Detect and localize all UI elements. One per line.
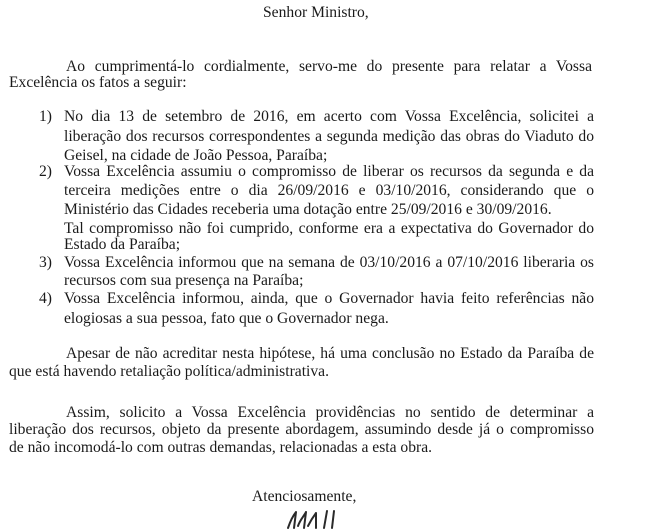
item-4-line-2: elogiosas a sua pessoa, fato que o Governador nega. [64, 310, 389, 327]
intro-line-1: Ao cumprimentá-lo cordialmente, servo-me do presente para relatar a Vossa [66, 58, 592, 75]
item-3-line-2: recursos com sua presença na Paraíba; [64, 272, 304, 289]
item-2-line-1: Vossa Excelência assumiu o compromisso de liberar os recursos da segunda e da [64, 163, 594, 180]
closing: Atenciosamente, [252, 488, 357, 505]
paragraph-2-line-1: Apesar de não acreditar nesta hipótese, há uma conclusão no Estado da Paraíba de [66, 345, 594, 362]
item-1-line-1: No dia 13 de setembro de 2016, em acerto com Vossa Excelência, solicitei a [64, 108, 594, 125]
item-1-line-3: Geisel, na cidade de João Pessoa, Paraíba; [64, 147, 328, 164]
signature-mark [286, 508, 358, 531]
paragraph-3-line-3: de não incomodá-lo com outras demandas, relacionadas a esta obra. [9, 439, 433, 456]
paragraph-3-line-2: liberação dos recursos, objeto da presente abordagem, assumindo desde já o compromisso [9, 421, 594, 438]
paragraph-2-line-2: que está havendo retaliação política/administrativa. [9, 363, 329, 380]
intro-line-2: Excelência os fatos a seguir: [9, 74, 187, 91]
item-2-line-4: Tal compromisso não foi cumprido, conforme era a expectativa do Governador do [64, 220, 594, 237]
item-3-line-1: Vossa Excelência informou que na semana de 03/10/2016 a 07/10/2016 liberaria os [64, 254, 594, 271]
item-4-line-1: Vossa Excelência informou, ainda, que o Governador havia feito referências não [64, 290, 594, 307]
item-number-1: 1) [39, 108, 52, 125]
item-2-line-3: Ministério das Cidades receberia uma dotação entre 25/09/2016 e 30/09/2016. [64, 201, 552, 218]
item-number-2: 2) [39, 163, 52, 180]
item-number-4: 4) [39, 290, 52, 307]
item-2-line-2: terceira medições entre o dia 26/09/2016 e 03/10/2016, considerando que o [64, 182, 594, 199]
paragraph-3-line-1: Assim, solicito a Vossa Excelência providências no sentido de determinar a [66, 404, 594, 421]
item-number-3: 3) [39, 254, 52, 271]
salutation: Senhor Ministro, [263, 4, 369, 21]
item-2-line-5: Estado da Paraíba; [64, 236, 181, 253]
item-1-line-2: liberação dos recursos correspondentes a segunda medição das obras do Viaduto do [64, 128, 594, 145]
